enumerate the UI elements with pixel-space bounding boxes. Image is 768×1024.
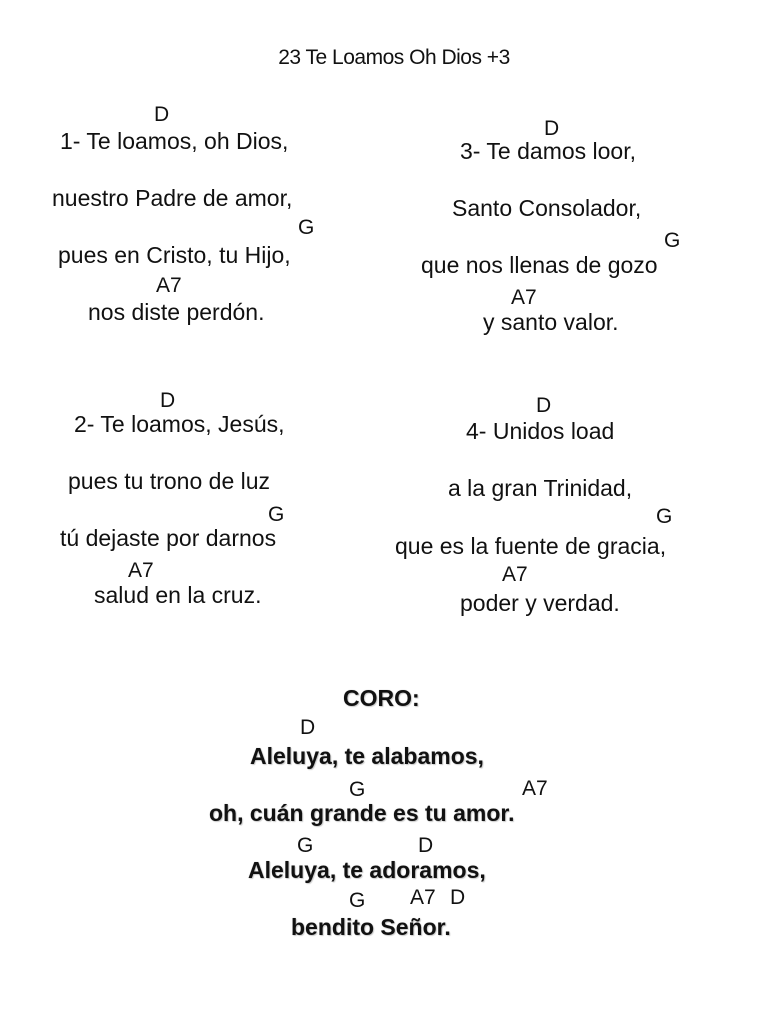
chorus-chord-a7-2: A7 xyxy=(522,777,548,800)
verse1-line4: nos diste perdón. xyxy=(88,299,265,325)
verse4-chord-a7: A7 xyxy=(502,563,528,586)
verse2-line4: salud en la cruz. xyxy=(94,582,262,608)
verse4-line4: poder y verdad. xyxy=(460,590,620,616)
verse1-chord-d: D xyxy=(154,103,170,126)
verse2-chord-g: G xyxy=(268,503,285,526)
verse1-chord-a7: A7 xyxy=(156,274,182,297)
chorus-line3: Aleluya, te adoramos, xyxy=(248,857,486,883)
verse3-line1: 3- Te damos loor, xyxy=(460,138,637,164)
chorus-chord-g-3: G xyxy=(297,834,314,857)
chorus-line4: bendito Señor. xyxy=(291,914,451,940)
chorus-chord-d-3: D xyxy=(418,834,434,857)
chorus-chord-a7-4: A7 xyxy=(410,886,436,909)
verse3-line3: que nos llenas de gozo xyxy=(421,252,658,278)
verse3-line2: Santo Consolador, xyxy=(452,195,642,221)
verse3-chord-d: D xyxy=(544,117,560,140)
song-title: 23 Te Loamos Oh Dios +3 xyxy=(278,46,510,69)
chorus-chord-d-1: D xyxy=(300,716,316,739)
verse2-chord-d: D xyxy=(160,389,176,412)
chorus-chord-g-2: G xyxy=(349,778,366,801)
verse1-line1: 1- Te loamos, oh Dios, xyxy=(60,128,289,154)
verse2-line2: pues tu trono de luz xyxy=(68,468,271,494)
verse1-line3: pues en Cristo, tu Hijo, xyxy=(58,242,291,268)
verse3-chord-g: G xyxy=(664,229,681,252)
chorus-chord-d-4: D xyxy=(450,886,466,909)
verse2-line1: 2- Te loamos, Jesús, xyxy=(74,411,285,437)
verse4-line1: 4- Unidos load xyxy=(466,418,615,444)
verse3-line4: y santo valor. xyxy=(483,309,619,335)
chorus-line1: Aleluya, te alabamos, xyxy=(250,743,484,769)
chorus-heading: CORO: xyxy=(343,685,420,711)
verse1-chord-g: G xyxy=(298,216,315,239)
chorus-line2: oh, cuán grande es tu amor. xyxy=(209,800,515,826)
chorus-chord-g-4: G xyxy=(349,889,366,912)
verse2-chord-a7: A7 xyxy=(128,559,154,582)
verse2-line3: tú dejaste por darnos xyxy=(60,525,277,551)
verse4-chord-g: G xyxy=(656,505,673,528)
verse3-chord-a7: A7 xyxy=(511,286,537,309)
verse4-line3: que es la fuente de gracia, xyxy=(395,533,667,559)
verse4-line2: a la gran Trinidad, xyxy=(448,475,633,501)
verse4-chord-d: D xyxy=(536,394,552,417)
verse1-line2: nuestro Padre de amor, xyxy=(52,185,293,211)
